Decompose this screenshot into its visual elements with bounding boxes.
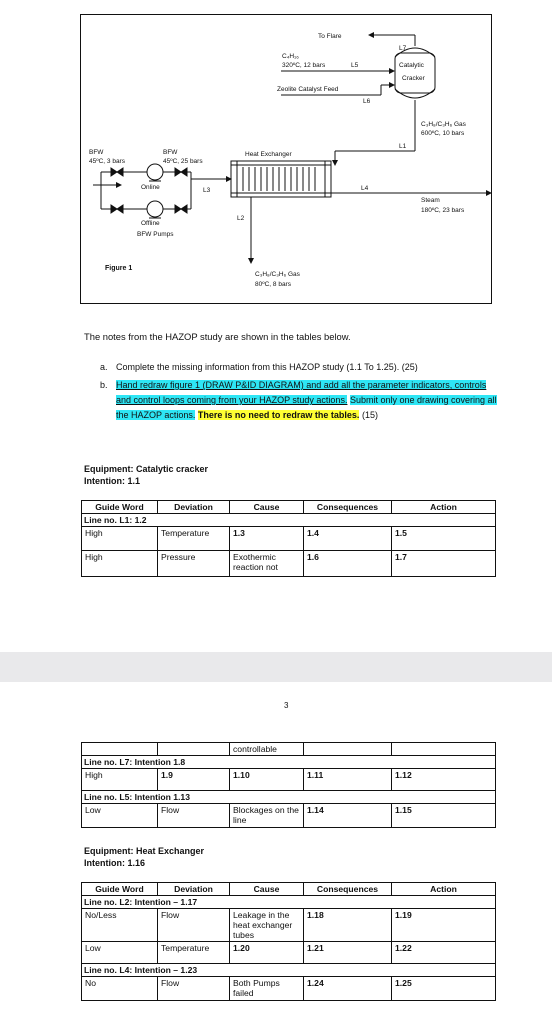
instruction-b [100, 378, 500, 450]
consequence-cell: 1.6 [304, 551, 392, 577]
l3-label: L3 [203, 187, 211, 194]
cause-cell: Blockages on the line [230, 804, 304, 828]
heat-exchanger-shell [231, 161, 331, 197]
instruction-b-marker: b. [100, 380, 108, 390]
action-cell: 1.12 [392, 769, 496, 791]
l5-label: L5 [351, 62, 359, 69]
deviation-cell: Flow [158, 909, 230, 942]
guide-word-cell: High [82, 769, 158, 791]
steam-condition: 180ºC, 23 bars [421, 207, 465, 214]
cause-cell: 1.20 [230, 942, 304, 964]
line-l7-label: Line no. L7: Intention 1.8 [82, 756, 496, 769]
table-header-row [82, 501, 496, 514]
header-deviation: Deviation [158, 883, 230, 896]
header-action: Action [392, 883, 496, 896]
guide-word-cell: Low [82, 942, 158, 964]
cause-cell: Leakage in the heat exchanger tubes [230, 909, 304, 942]
to-flare-label: To Flare [318, 33, 342, 40]
consequence-cell: 1.14 [304, 804, 392, 828]
header-action: Action [392, 501, 496, 514]
table-header-row [82, 883, 496, 896]
bfw2-condition: 45ºC, 25 bars [163, 158, 203, 165]
online-pump-symbol [147, 164, 163, 180]
instruction-b-marks: (15) [361, 410, 378, 420]
catalytic-cracker-vessel [395, 53, 435, 93]
heat-exchanger-label: Heat Exchanger [245, 151, 292, 158]
guide-word-cell: Low [82, 804, 158, 828]
deviation-cell: Temperature [158, 942, 230, 964]
l7-label: L7 [399, 45, 407, 52]
deviation-cell: Pressure [158, 551, 230, 577]
consequence-cell: 1.24 [304, 977, 392, 1001]
table-row [82, 909, 496, 942]
table-row [82, 804, 496, 828]
action-cell: 1.22 [392, 942, 496, 964]
guide-word-cell: High [82, 551, 158, 577]
equipment-1-name: Equipment: Catalytic cracker [84, 464, 209, 474]
page-gap [0, 652, 552, 682]
table-row [82, 769, 496, 791]
page-number: 3 [284, 701, 289, 710]
cause-cell: Exothermic reaction not [230, 551, 304, 577]
l6-label: L6 [363, 98, 371, 105]
cracker-label-2: Cracker [402, 75, 425, 82]
steam-label: Steam [421, 197, 440, 204]
hazop-table-3 [81, 882, 496, 1001]
gas-bottom-label: C₃H₈/C₃H₆ Gas [255, 271, 300, 278]
action-cell: 1.25 [392, 977, 496, 1001]
cause-cell: Both Pumps failed [230, 977, 304, 1001]
c4h16-condition: 320ºC, 12 bars [282, 62, 326, 69]
table-row [82, 942, 496, 964]
hazop-table-2 [81, 742, 496, 828]
offline-label: Offline [141, 220, 160, 227]
table-row [82, 527, 496, 551]
bfw2-label: BFW [163, 149, 178, 156]
equipment-1-intention: Intention: 1.1 [84, 476, 140, 486]
gas-out-label: C₃H₈/C₃H₆ Gas [421, 121, 466, 128]
consequence-cell: 1.4 [304, 527, 392, 551]
action-cell: 1.19 [392, 909, 496, 942]
guide-word-cell: No [82, 977, 158, 1001]
deviation-cell: Flow [158, 804, 230, 828]
header-guide-word: Guide Word [82, 501, 158, 514]
instruction-a-marker: a. [100, 362, 108, 372]
consequence-cell: 1.21 [304, 942, 392, 964]
offline-pump-symbol [147, 201, 163, 217]
equipment-2-intention: Intention: 1.16 [84, 858, 146, 868]
header-deviation: Deviation [158, 501, 230, 514]
header-guide-word: Guide Word [82, 883, 158, 896]
cause-cell: 1.3 [230, 527, 304, 551]
consequence-cell: 1.18 [304, 909, 392, 942]
instruction-a-text: Complete the missing information from this HAZOP study (1.1 To 1.25). (25) [116, 362, 418, 372]
gas-bottom-condition: 80ºC, 8 bars [255, 281, 291, 288]
notes-intro: The notes from the HAZOP study are shown in the tables below. [84, 331, 351, 342]
bfw1-condition: 45ºC, 3 bars [89, 158, 125, 165]
table-row [82, 977, 496, 1001]
line-l4-label: Line no. L4: Intention – 1.23 [82, 964, 496, 977]
guide-word-cell: No/Less [82, 909, 158, 942]
l4-label: L4 [361, 185, 369, 192]
header-consequences: Consequences [304, 501, 392, 514]
line-l5-label: Line no. L5: Intention 1.13 [82, 791, 496, 804]
line-l1-label: Line no. L1: 1.2 [82, 514, 496, 527]
deviation-cell: Flow [158, 977, 230, 1001]
action-cell: 1.7 [392, 551, 496, 577]
hazop-table-1 [81, 500, 496, 577]
cause-cell: 1.10 [230, 769, 304, 791]
instruction-b-redraw: Hand redraw figure 1 (DRAW P&ID DIAGRAM) and add all the parameter indicators, controls and control loops coming from your HAZOP study actions. [116, 380, 487, 405]
action-cell: 1.15 [392, 804, 496, 828]
cause-continuation-cell: controllable [230, 743, 304, 756]
l2-label: L2 [237, 215, 245, 222]
online-label: Online [141, 184, 160, 191]
figure-1-diagram [80, 14, 492, 304]
guide-word-cell: High [82, 527, 158, 551]
zeolite-label: Zeolite Catalyst Feed [277, 86, 339, 93]
line-l2-label: Line no. L2: Intention – 1.17 [82, 896, 496, 909]
deviation-cell: Temperature [158, 527, 230, 551]
instruction-b-submit: Submit only one drawing covering all the HAZOP actions. [116, 395, 497, 420]
bfw-pumps-label: BFW Pumps [137, 231, 174, 238]
bfw1-label: BFW [89, 149, 104, 156]
c4h16-label: C₄H₁₆ [282, 53, 299, 60]
cracker-label-1: Catalytic [399, 62, 424, 69]
table-row [82, 743, 496, 756]
table-row [82, 551, 496, 577]
header-cause: Cause [230, 501, 304, 514]
figure-caption: Figure 1 [105, 265, 133, 272]
instruction-a [100, 360, 500, 376]
gas-out-condition: 600ºC, 10 bars [421, 130, 465, 137]
instruction-b-no-tables: There is no need to redraw the tables. [197, 410, 360, 420]
action-cell: 1.5 [392, 527, 496, 551]
deviation-cell: 1.9 [158, 769, 230, 791]
consequence-cell: 1.11 [304, 769, 392, 791]
header-cause: Cause [230, 883, 304, 896]
l1-label: L1 [399, 143, 407, 150]
equipment-2-name: Equipment: Heat Exchanger [84, 846, 205, 856]
header-consequences: Consequences [304, 883, 392, 896]
